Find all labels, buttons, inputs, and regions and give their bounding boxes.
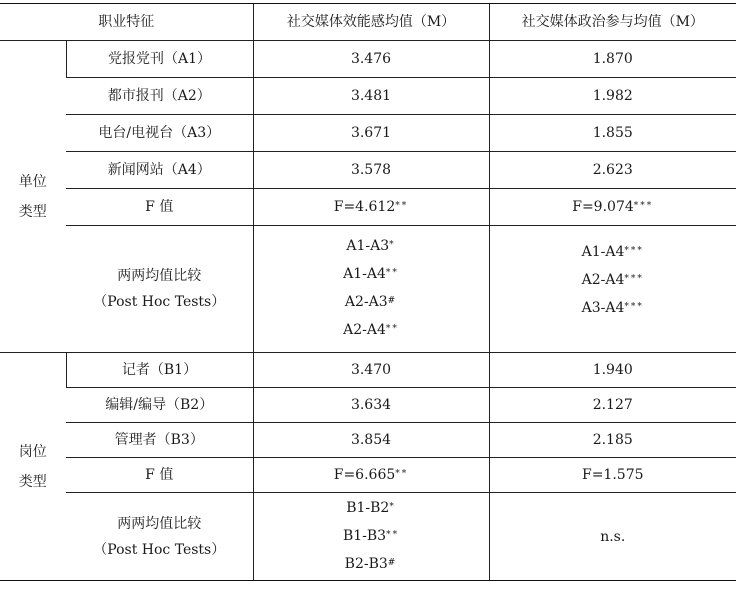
f-value-row xyxy=(0,458,736,493)
table-row xyxy=(0,152,736,189)
efficacy-posthoc xyxy=(253,493,489,581)
efficacy-value: 3.578 xyxy=(253,152,489,189)
header-occupational-feature: 职业特征 xyxy=(0,4,253,41)
table-row xyxy=(0,423,736,458)
efficacy-posthoc xyxy=(253,226,489,353)
participation-value: 2.623 xyxy=(489,152,736,189)
row-name: 电台/电视台（A3） xyxy=(66,115,253,152)
header-participation-mean: 社交媒体政治参与均值（M） xyxy=(489,4,736,41)
efficacy-f-value: F=6.665** xyxy=(253,458,489,493)
participation-f-value: F=1.575 xyxy=(489,458,736,493)
efficacy-value: 3.470 xyxy=(253,353,489,388)
row-name: 记者（B1） xyxy=(66,353,253,388)
f-value-label: F 值 xyxy=(66,189,253,226)
participation-value: 1.940 xyxy=(489,353,736,388)
row-name: 党报党刊（A1） xyxy=(66,41,253,78)
posthoc-pair: A1-A4*** xyxy=(581,244,644,260)
table-row xyxy=(0,353,736,388)
posthoc-label: 两两均值比较 （Post Hoc Tests） xyxy=(66,226,253,353)
posthoc-pair: B2-B3# xyxy=(344,555,398,572)
posthoc-pair: A3-A4*** xyxy=(581,300,644,316)
group-label-position-type: 岗位 类型 xyxy=(0,353,66,581)
f-value-label: F 值 xyxy=(66,458,253,493)
posthoc-pair: A1-A3* xyxy=(346,238,396,254)
posthoc-row xyxy=(0,493,736,581)
efficacy-value: 3.854 xyxy=(253,423,489,458)
header-row xyxy=(0,4,736,41)
header-efficacy-mean: 社交媒体效能感均值（M） xyxy=(253,4,489,41)
table-row xyxy=(0,388,736,423)
group-label-unit-type: 单位 类型 xyxy=(0,41,66,353)
efficacy-f-value: F=4.612** xyxy=(253,189,489,226)
posthoc-pair: A2-A4*** xyxy=(581,272,644,288)
participation-value: 2.127 xyxy=(489,388,736,423)
row-name: 编辑/编导（B2） xyxy=(66,388,253,423)
table-row xyxy=(0,78,736,115)
participation-value: 1.982 xyxy=(489,78,736,115)
row-name: 都市报刊（A2） xyxy=(66,78,253,115)
efficacy-value: 3.634 xyxy=(253,388,489,423)
posthoc-row xyxy=(0,226,736,353)
posthoc-label: 两两均值比较 （Post Hoc Tests） xyxy=(66,493,253,581)
participation-value: 2.185 xyxy=(489,423,736,458)
posthoc-pair: A2-A4** xyxy=(343,322,399,338)
participation-f-value: F=9.074*** xyxy=(489,189,736,226)
posthoc-pair: A1-A4** xyxy=(343,266,399,282)
efficacy-value: 3.481 xyxy=(253,78,489,115)
row-name: 管理者（B3） xyxy=(66,423,253,458)
participation-posthoc xyxy=(489,226,736,353)
participation-value: 1.870 xyxy=(489,41,736,78)
efficacy-value: 3.671 xyxy=(253,115,489,152)
efficacy-value: 3.476 xyxy=(253,41,489,78)
f-value-row xyxy=(0,189,736,226)
participation-value: 1.855 xyxy=(489,115,736,152)
participation-posthoc: n.s. xyxy=(489,493,736,581)
posthoc-pair: B1-B2* xyxy=(346,499,396,516)
table-row xyxy=(0,41,736,78)
row-name: 新闻网站（A4） xyxy=(66,152,253,189)
posthoc-pair: B1-B3** xyxy=(342,527,400,544)
posthoc-pair: A2-A3# xyxy=(344,294,398,310)
table-row xyxy=(0,115,736,152)
anova-table xyxy=(0,3,736,581)
